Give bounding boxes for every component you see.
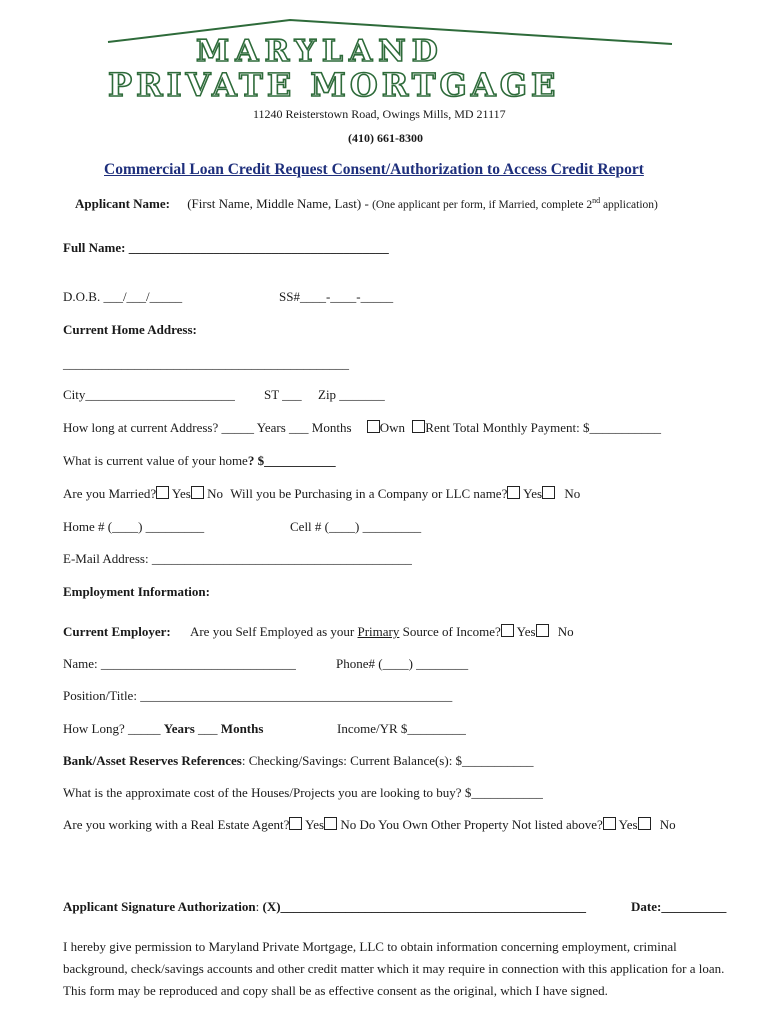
city-field[interactable]: City_______________________ (63, 387, 235, 402)
ssn-field[interactable]: SS#____-____-_____ (279, 289, 394, 304)
company-no-label: No (564, 486, 581, 501)
married-yes-label: Yes (171, 486, 191, 501)
approx-cost-field[interactable]: What is the approximate cost of the Houses/Projects you are looking to buy? $___________ (63, 785, 543, 800)
cell-phone-field[interactable]: Cell # (____) _________ (290, 519, 422, 534)
logo-private-mortgage: PRIVATE MORTGAGE (108, 66, 560, 104)
zip-field[interactable]: Zip _______ (318, 387, 385, 402)
how-long-employed-field[interactable]: How Long? _____ Years ___ Months (63, 721, 264, 736)
agent-no-label: No (340, 817, 357, 832)
position-field[interactable]: Position/Title: ________________________________________________ (63, 688, 453, 703)
other-property-no-checkbox[interactable] (638, 817, 651, 830)
rent-payment-field[interactable]: Rent Total Monthly Payment: $___________ (425, 420, 662, 435)
home-address-field[interactable]: ____________________________________________ (63, 356, 349, 371)
applicant-note: (One applicant per form, if Married, complete 2nd application) (372, 196, 658, 211)
home-value-field[interactable]: What is current value of your home? $___________ (63, 453, 336, 468)
employer-label: Current Employer: (63, 624, 171, 639)
applicant-row (75, 196, 658, 212)
married-no-label: No (207, 486, 223, 501)
self-employed-no-label: No (557, 624, 574, 639)
employer-phone-field[interactable]: Phone# (____) ________ (336, 656, 469, 671)
consent-paragraph: I hereby give permission to Maryland Private Mortgage, LLC to obtain information concerning employment, criminal background, check/savings accounts and other credit matter which it may require in connection with this application for a loan. This form may be reproduced and copy shall be as effective consent as the original, which I have signed. (63, 939, 725, 998)
married-question: Are you Married? (63, 486, 157, 501)
logo-maryland: MARYLAND (196, 34, 444, 69)
own-label: Own (379, 420, 406, 435)
agent-yes-label: Yes (305, 817, 325, 832)
applicant-hint: (First Name, Middle Name, Last) - (187, 196, 369, 211)
rent-checkbox[interactable] (412, 420, 425, 433)
other-property-yes-checkbox[interactable] (603, 817, 616, 830)
other-property-yes-label: Yes (618, 817, 638, 832)
agent-row (63, 817, 676, 833)
other-property-no-label: No (659, 817, 676, 832)
employer-row (63, 624, 574, 640)
dob-field[interactable]: D.O.B. ___/___/_____ (63, 289, 183, 304)
company-question: Will you be Purchasing in a Company or LLC name? (230, 486, 508, 501)
married-yes-checkbox[interactable] (156, 486, 169, 499)
residence-row (63, 420, 661, 436)
company-no-checkbox[interactable] (542, 486, 555, 499)
own-checkbox[interactable] (367, 420, 380, 433)
email-field[interactable]: E-Mail Address: ________________________________________ (63, 551, 412, 566)
company-phone: (410) 661-8300 (348, 131, 423, 145)
form-title: Commercial Loan Credit Request Consent/Authorization to Access Credit Report (104, 161, 644, 178)
income-field[interactable]: Income/YR $_________ (337, 721, 466, 736)
date-field[interactable]: Date:__________ (631, 899, 727, 914)
how-long-address-field[interactable]: How long at current Address? _____ Years ___ Months (63, 420, 352, 435)
company-yes-label: Yes (523, 486, 543, 501)
self-employed-no-checkbox[interactable] (536, 624, 549, 637)
home-address-label: Current Home Address: (63, 322, 197, 337)
self-employed-question: Are you Self Employed as your Primary Source of Income? (189, 624, 501, 639)
company-address: 11240 Reisterstown Road, Owings Mills, MD 21117 (253, 107, 506, 121)
signature-field[interactable]: Applicant Signature Authorization: (X)_______________________________________________ (63, 899, 587, 914)
other-property-question: Do You Own Other Property Not listed above? (359, 817, 603, 832)
employer-name-field[interactable]: Name: ______________________________ (63, 656, 296, 671)
company-yes-checkbox[interactable] (507, 486, 520, 499)
home-phone-field[interactable]: Home # (____) _________ (63, 519, 205, 534)
self-employed-yes-checkbox[interactable] (501, 624, 514, 637)
agent-no-checkbox[interactable] (324, 817, 337, 830)
agent-yes-checkbox[interactable] (289, 817, 302, 830)
bank-reserves-field[interactable]: Bank/Asset Reserves References: Checking/Savings: Current Balance(s): $___________ (63, 753, 534, 768)
married-no-checkbox[interactable] (191, 486, 204, 499)
employment-heading: Employment Information: (63, 584, 210, 599)
agent-question: Are you working with a Real Estate Agent? (63, 817, 290, 832)
applicant-label: Applicant Name: (75, 196, 170, 211)
self-employed-yes-label: Yes (516, 624, 536, 639)
state-field[interactable]: ST ___ (264, 387, 302, 402)
married-row (63, 486, 580, 502)
full-name-field[interactable]: Full Name: ________________________________________ (63, 240, 389, 255)
